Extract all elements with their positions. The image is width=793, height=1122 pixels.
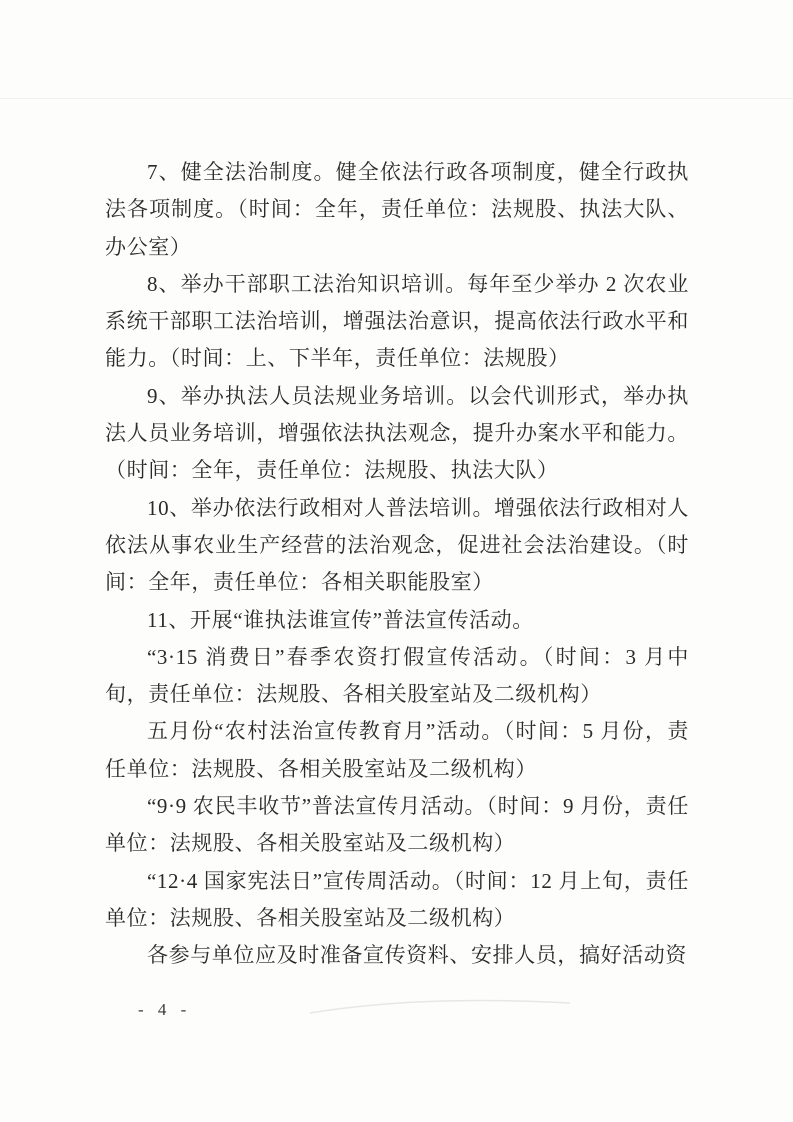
paragraph-item-9: 9、举办执法人员法规业务培训。以会代训形式，举办执法人员业务培训，增强依法执法观念，提升办案水平和能力。（时间：全年，责任单位：法规股、执法大队） <box>105 383 689 483</box>
paragraph-activity-99: “9·9 农民丰收节”普法宣传月活动。（时间：9 月份，责任单位：法规股、各相关股室站及二级机构） <box>105 794 689 856</box>
paragraph-activity-124: “12·4 国家宪法日”宣传周活动。（时间：12 月上旬，责任单位：法规股、各相关股室站及二级机构） <box>105 868 689 930</box>
document-body <box>105 154 689 975</box>
paragraph-item-8: 8、举办干部职工法治知识培训。每年至少举办 2 次农业系统干部职工法治培训，增强法治意识，提高依法行政水平和能力。（时间：上、下半年，责任单位：法规股） <box>105 271 689 371</box>
paragraph-item-11-heading: 11、开展“谁执法谁宣传”普法宣传活动。 <box>147 607 534 632</box>
paragraph-closing: 各参与单位应及时准备宣传资料、安排人员，搞好活动资 <box>147 943 687 968</box>
paragraph-activity-315: “3·15 消费日”春季农资打假宣传活动。（时间：3 月中旬，责任单位：法规股、各相关股室站及二级机构） <box>105 644 689 707</box>
scan-artifact-smudge <box>300 985 580 1025</box>
scan-artifact-line <box>0 98 793 99</box>
page-number: - 4 - <box>138 1000 192 1019</box>
paragraph-activity-may: 五月份“农村法治宣传教育月”活动。（时间：5 月份，责任单位：法规股、各相关股室站及二级机构） <box>105 719 689 781</box>
paragraph-item-7: 7、健全法治制度。健全依法行政各项制度，健全行政执法各项制度。（时间：全年，责任单位：法规股、执法大队、办公室） <box>105 160 689 259</box>
paragraph-item-10: 10、举办依法行政相对人普法培训。增强依法行政相对人依法从事农业生产经营的法治观念，促进社会法治建设。（时间：全年，责任单位：各相关职能股室） <box>105 495 689 595</box>
